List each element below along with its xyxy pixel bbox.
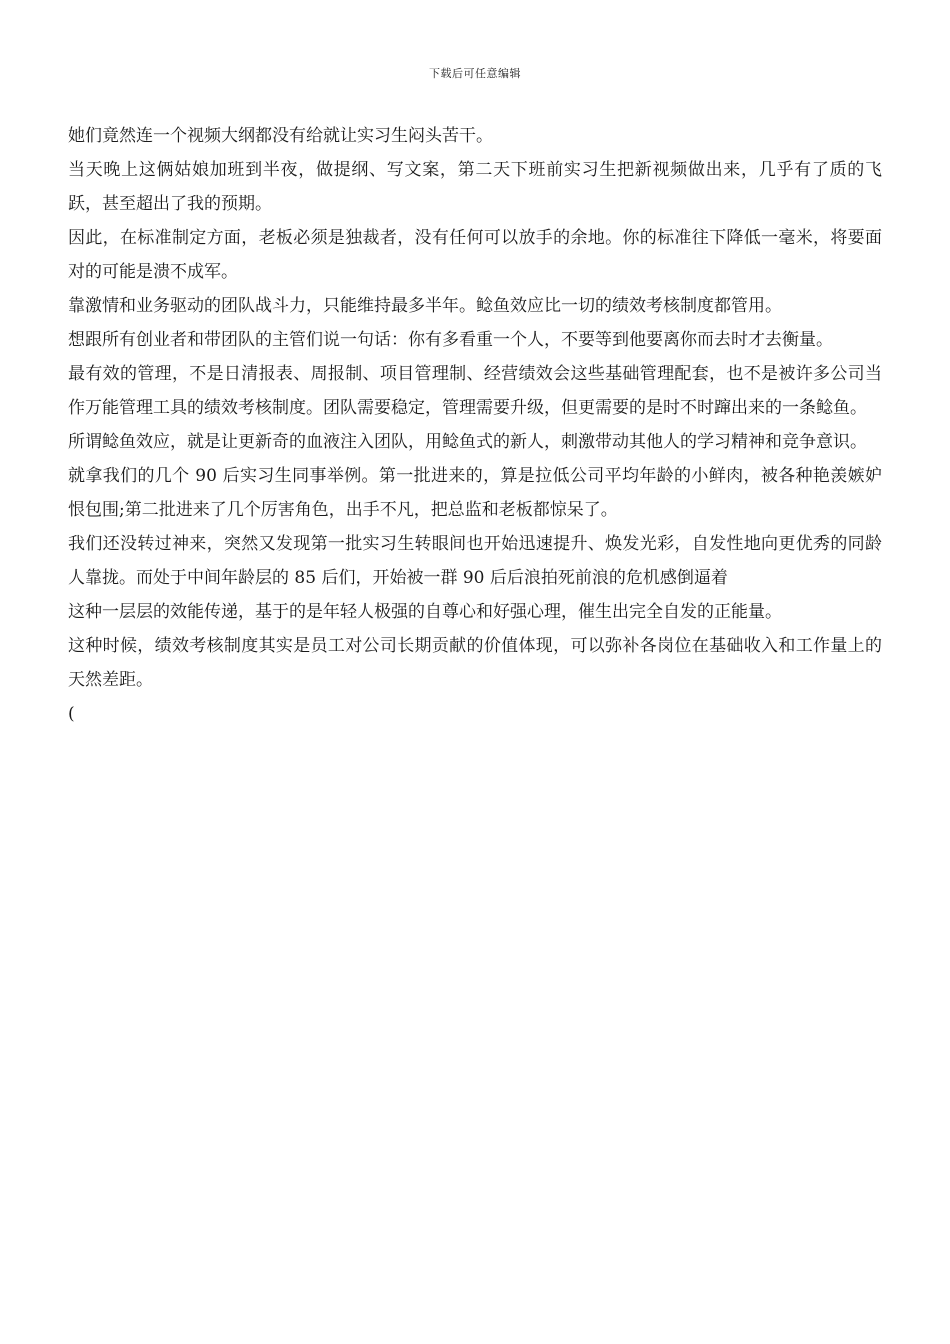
- paragraph: 想跟所有创业者和带团队的主管们说一句话：你有多看重一个人，不要等到他要离你而去时才去衡量。: [68, 330, 833, 350]
- paragraph: 这种一层层的效能传递，基于的是年轻人极强的自尊心和好强心理，催生出完全自发的正能量。: [68, 602, 782, 622]
- document-body: [68, 119, 882, 731]
- page-header: 下载后可任意编辑: [429, 67, 521, 80]
- paragraph: 我们还没转过神来，突然又发现第一批实习生转眼间也开始迅速提升、焕发光彩，自发性地向更优秀的同龄人靠拢。而处于中间年龄层的 85 后们，开始被一群 90 后后浪拍死前浪的危机感倒逼着: [68, 534, 882, 588]
- paragraph: (: [68, 704, 75, 724]
- paragraph: 最有效的管理，不是日清报表、周报制、项目管理制、经营绩效会这些基础管理配套，也不是被许多公司当作万能管理工具的绩效考核制度。团队需要稳定，管理需要升级，但更需要的是时不时蹿出来的一条鲶鱼。: [68, 364, 882, 418]
- paragraph: 她们竟然连一个视频大纲都没有给就让实习生闷头苦干。: [68, 126, 493, 146]
- paragraph: 靠激情和业务驱动的团队战斗力，只能维持最多半年。鲶鱼效应比一切的绩效考核制度都管用。: [68, 296, 782, 316]
- paragraph: 因此，在标准制定方面，老板必须是独裁者，没有任何可以放手的余地。你的标准往下降低一毫米，将要面对的可能是溃不成军。: [68, 228, 882, 282]
- paragraph: 就拿我们的几个 90 后实习生同事举例。第一批进来的，算是拉低公司平均年龄的小鲜肉，被各种艳羡嫉妒恨包围;第二批进来了几个厉害角色，出手不凡，把总监和老板都惊呆了。: [68, 466, 882, 520]
- paragraph: 所谓鲶鱼效应，就是让更新奇的血液注入团队，用鲶鱼式的新人，刺激带动其他人的学习精神和竞争意识。: [68, 432, 867, 452]
- paragraph: 这种时候，绩效考核制度其实是员工对公司长期贡献的价值体现，可以弥补各岗位在基础收入和工作量上的天然差距。: [68, 636, 882, 690]
- paragraph: 当天晚上这俩姑娘加班到半夜，做提纲、写文案，第二天下班前实习生把新视频做出来，几乎有了质的飞跃，甚至超出了我的预期。: [68, 160, 882, 214]
